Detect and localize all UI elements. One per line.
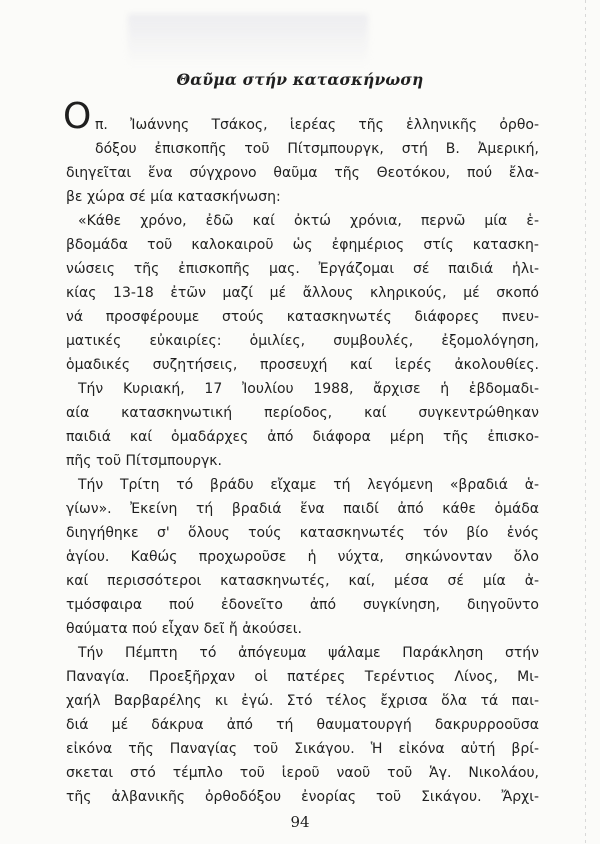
text-line: τμόσφαιρα πού ἐδονεῖτο ἀπό συγκίνηση, διηγοῦντο [66, 597, 539, 613]
text-line: διηγεῖται ἕνα σύγχρονο θαῦμα τῆς Θεοτόκου, πού ἔλα- [66, 165, 539, 181]
page-edge [585, 0, 586, 844]
text-line: Παναγία. Προεξῆρχαν οἱ πατέρες Τερέντιος Λίνος, Μι- [66, 669, 539, 685]
text-line: πῆς τοῦ Πίτσμπουργκ. [66, 453, 222, 469]
text-line: αία κατασκηνωτική περίοδος, καί συγκεντρώθηκαν [66, 405, 539, 421]
text-line: κίας 13-18 ἐτῶν μαζί μέ ἄλλους κληρικούς, μέ σκοπό [66, 285, 539, 301]
text-line: νά προσφέρουμε στούς κατασκηνωτές διάφορες πνευ- [66, 309, 539, 325]
text-line: Τήν Πέμπτη τό ἀπόγευμα ψάλαμε Παράκληση στήν [78, 645, 539, 661]
text-line: «Κάθε χρόνο, ἐδῶ καί ὀκτώ χρόνια, περνῶ μία ἑ- [78, 213, 539, 229]
text-line: παιδιά καί ὁμαδάρχες ἀπό διάφορα μέρη τῆς ἐπισκο- [66, 429, 539, 445]
text-line: θαύματα πού εἶχαν δεῖ ἤ ἀκούσει. [66, 621, 302, 637]
text-line: γίων». Ἐκείνη τή βραδιά ἕνα παιδί ἀπό κάθε ὁμάδα [66, 501, 539, 517]
text-line: καί περισσότεροι κατασκηνωτές, καί, μέσα σέ μία ἀ- [66, 573, 539, 589]
page-title: Θαῦμα στήν κατασκήνωση [176, 70, 424, 89]
page-number: 94 [290, 813, 310, 831]
text-line: Τήν Τρίτη τό βράδυ εἴχαμε τή λεγόμενη «βραδιά ἁ- [78, 477, 539, 493]
text-line: διά μέ δάκρυα ἀπό τή θαυματουργή δακρυρροοῦσα [66, 717, 539, 733]
text-line: ματικές εὐκαιρίες: ὁμιλίες, συμβουλές, ἐξομολόγηση, [66, 333, 539, 349]
drop-cap: O [63, 96, 92, 137]
text-line: διηγήθηκε σ' ὅλους τούς κατασκηνωτές τόν βίο ἑνός [66, 525, 539, 541]
text-line: ἁγίου. Καθώς προχωροῦσε ἡ νύχτα, σηκώνονταν ὅλο [66, 549, 539, 565]
text-line: Τήν Κυριακή, 17 Ἰουλίου 1988, ἄρχισε ἡ ἑβδομαδι- [78, 381, 539, 397]
text-line: τῆς ἀλβανικῆς ὀρθοδόξου ἐνορίας τοῦ Σικάγου. Ἄρχι- [66, 789, 539, 805]
bleed-through-shadow [128, 14, 368, 66]
text-line: ὁμαδικές συζητήσεις, προσευχή καί ἱερές ἀκολουθίες. [66, 357, 539, 373]
text-line: νώσεις τῆς ἐπισκοπῆς μας. Ἐργάζομαι σέ παιδιά ἡλι- [66, 261, 539, 277]
text-line: δόξου ἐπισκοπῆς τοῦ Πίτσμπουργκ, στή Β. Ἀμερική, [95, 141, 539, 157]
text-line: εἰκόνα τῆς Παναγίας τοῦ Σικάγου. Ἡ εἰκόνα αὐτή βρί- [66, 741, 539, 757]
text-line: βε χώρα σέ μία κατασκήνωση: [66, 189, 281, 205]
text-line: βδομάδα τοῦ καλοκαιροῦ ὡς ἐφημέριος στίς κατασκη- [66, 237, 539, 253]
text-line: χαήλ Βαρβαρέλης κι ἐγώ. Στό τέλος ἔχρισα ὅλα τά παι- [66, 693, 539, 709]
text-line: π. Ἰωάννης Τσάκος, ἱερέας τῆς ἑλληνικῆς ὀρθο- [95, 117, 539, 133]
text-line: σκεται στό τέμπλο τοῦ ἱεροῦ ναοῦ τοῦ Ἁγ. Νικολάου, [66, 765, 539, 781]
